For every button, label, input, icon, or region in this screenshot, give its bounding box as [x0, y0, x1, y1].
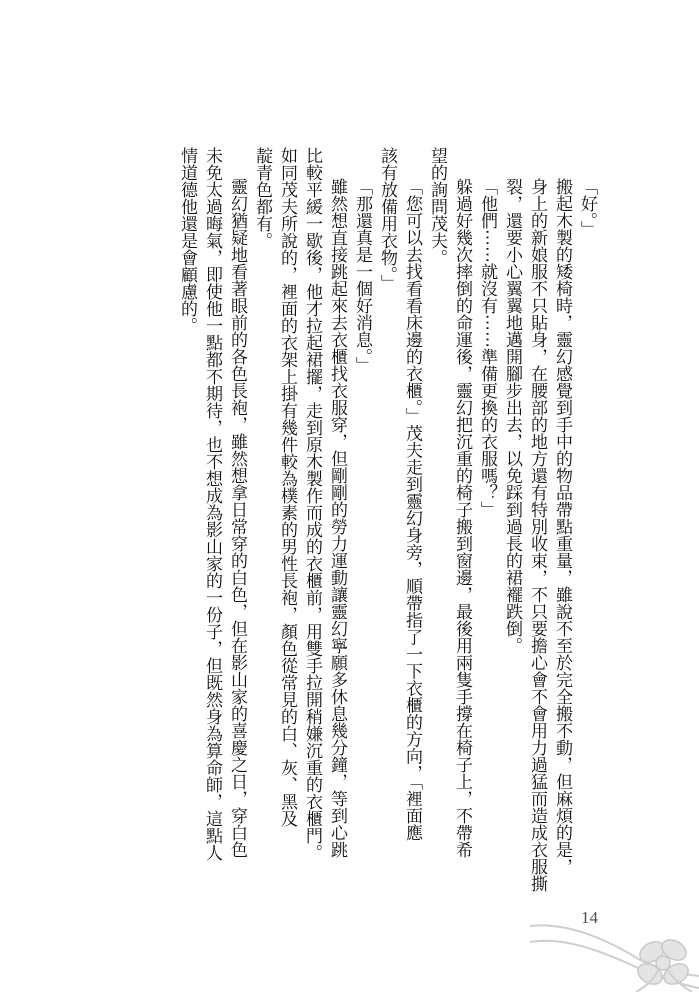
text-column-16: 未免太過晦氣，即使他一點都不期待，也不想成為影山家的一份子，但既然身為算命師，這點人: [202, 147, 222, 861]
text-column-8: 「您可以去找看看床邊的衣櫃。」茂夫走到靈幻身旁，順帶指了一下衣櫃的方向，「裡面應: [402, 178, 422, 841]
page-number: 14: [581, 908, 598, 927]
text-column-2: 搬起木製的矮椅時，靈幻感覺到手中的物品帶點重量，雖說不至於完全搬不動，但麻煩的是，: [552, 178, 572, 875]
text-column-1: 「好。」: [577, 178, 597, 238]
ribbon-bow-icon: [528, 912, 699, 992]
text-column-10: 「那還真是一個好消息。」: [352, 178, 372, 374]
text-column-9: 該有放備用衣物。」: [377, 147, 397, 292]
text-column-4: 裂，還要小心翼翼地邁開腳步出去，以免踩到過長的裙襬跌倒。: [502, 178, 522, 654]
text-column-5: 「他們⋯⋯就沒有⋯⋯準備更換的衣服嗎？」: [477, 178, 497, 518]
text-column-13: 如同茂夫所說的，裡面的衣架上掛有幾件較為樸素的男性長袍，顏色從常見的白、灰、黑及: [277, 147, 297, 827]
text-column-17: 情道德他還是會顧慮的。: [177, 147, 197, 334]
text-column-15: 靈幻猶疑地看著眼前的各色長袍，雖然想拿日常穿的白色，但在影山家的喜慶之日，穿白色: [227, 178, 247, 858]
text-column-12: 比較平緩一歇後，他才拉起裙擺，走到原木製作而成的衣櫃前，用雙手拉開稍嫌沉重的衣櫃門。: [302, 147, 322, 861]
text-column-7: 望的詢問茂夫。: [427, 147, 447, 266]
text-column-6: 躲過好幾次摔倒的命運後，靈幻把沉重的椅子搬到窗邊，最後用兩隻手撐在椅子上，不帶希: [452, 178, 472, 858]
text-column-11: 雖然想直接跳起來去衣櫃找衣服穿，但剛剛的勞力運動讓靈幻寧願多休息幾分鐘，等到心跳: [327, 178, 347, 858]
text-column-3: 身上的新娘服不只貼身，在腰部的地方還有特別收束，不只要擔心會不會用力過猛而造成衣服撕: [527, 178, 547, 892]
vertical-text-body: [99, 40, 599, 892]
text-column-14: 靛青色都有。: [252, 147, 272, 249]
